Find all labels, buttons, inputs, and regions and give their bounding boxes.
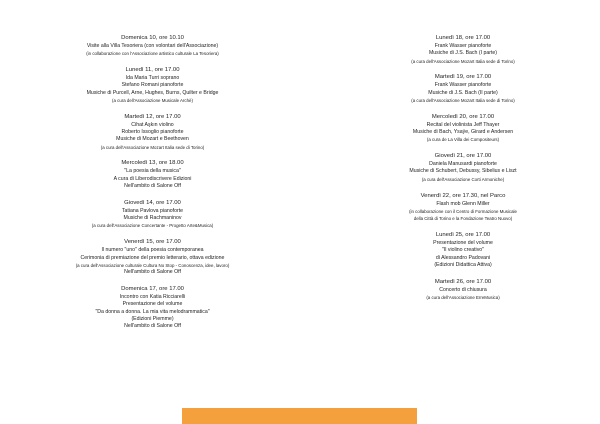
event-date: Giovedì 14, ore 17.00 [124, 199, 181, 206]
event-line: Nell'ambito di Salone Off [124, 183, 181, 190]
event-line: Daniela Manusardi pianoforte [429, 161, 497, 168]
event-entry [30, 285, 275, 330]
event-entry [328, 231, 598, 269]
event-line: "La poesia della musica" [124, 168, 181, 175]
event-line: Nell'ambito di Salone Off [124, 269, 181, 276]
event-line: A cura di Liberodiscrivere Edizioni [113, 175, 192, 182]
event-date: Mercoledì 13, ore 18.00 [121, 160, 184, 167]
event-line: (a cura dell'Associazione Mozart Italia sede di Torino) [100, 144, 205, 150]
event-date: Venerdì 15, ore 17.00 [124, 239, 181, 246]
event-line: Roberto Issoglio pianoforte [121, 129, 184, 136]
event-date: Domenica 17, ore 17.00 [121, 285, 184, 292]
event-line: Musiche di Rachmaninov [123, 215, 182, 222]
event-entry [30, 238, 275, 276]
event-entry [328, 192, 598, 223]
event-line: di Alessandro Padovani [435, 254, 491, 261]
event-entry [30, 66, 275, 104]
event-line: "Il violino creativo" [441, 247, 485, 254]
event-entry [30, 159, 275, 190]
event-date: Mercoledì 20, ore 17.00 [431, 113, 495, 120]
event-line: (Edizioni Didattica Attiva) [434, 261, 492, 268]
event-line: (a cura dell'Associazione Concertante - Progetto Arte&Musica) [91, 223, 214, 229]
event-date: Giovedì 21, ore 17.00 [434, 153, 492, 160]
orange-footer-bar [182, 408, 417, 424]
event-line: Musiche di Mozart e Beethoven [116, 136, 189, 143]
event-line: Incontro con Katia Ricciarelli [119, 293, 186, 300]
event-line: (in collaborazione con il Centro di Formazione Musicale [409, 208, 517, 214]
event-line: Il numero "uno" della poesia contemporanea [101, 247, 204, 254]
left-column [30, 34, 275, 339]
event-date: Domenica 10, ore 10.10 [121, 35, 184, 41]
event-entry [30, 199, 275, 230]
event-entry [328, 152, 598, 183]
event-line: Stefano Romani pianoforte [121, 82, 184, 89]
event-entry [30, 34, 275, 58]
event-line: Musiche di Bach, Ysaÿe, Girard e Andersen [412, 129, 514, 136]
event-date: Venerdì 22, ore 17.30, nel Parco [420, 192, 506, 199]
event-line: (in collaborazione con l'Associazione artistico culturale La Tesoriera) [86, 51, 219, 57]
event-line: Concerto di chiusura [439, 286, 487, 293]
event-line: della Città di Torino e la Fondazione Teatro Nuovo) [413, 216, 513, 222]
event-line: Presentazione del volume [433, 239, 493, 246]
event-entry [328, 278, 598, 302]
event-line: Musiche di J.S. Bach (I parte) [428, 50, 498, 57]
event-date: Martedì 26, ore 17.00 [434, 278, 492, 285]
event-entry [328, 73, 598, 104]
event-line: Ida Maria Turri soprano [125, 75, 180, 82]
event-line: Presentazione del volume [122, 301, 183, 308]
event-line: (a cura dell'Associazione Corti Armoniche) [421, 176, 505, 182]
event-line: Musiche di J.S. Bach (II parte) [428, 89, 498, 96]
event-line: Frank Wasser pianoforte [434, 43, 492, 49]
event-line: (a cura dell'Associazione Mozart Italia sede di Torino) [411, 58, 515, 64]
event-entry [30, 113, 275, 151]
event-line: Flash mob Glenn Miller [436, 200, 490, 207]
event-date: Lunedì 18, ore 17.00 [435, 35, 491, 41]
event-line: (Edizioni Piemme) [131, 315, 174, 322]
event-date: Martedì 19, ore 17.00 [434, 74, 492, 81]
event-entry [328, 113, 598, 144]
event-date: Lunedì 11, ore 17.00 [125, 67, 180, 74]
event-date: Lunedì 25, ore 17.00 [435, 231, 491, 238]
event-entry [328, 34, 598, 65]
event-line: (a cura dell'Associazione Mozart Italia sede di Torino) [411, 97, 515, 103]
event-line: Musiche di Schubert, Debussy, Sibelius e Liszt [409, 168, 517, 175]
event-line: (a cura dell'Associazione Musicale Archè) [112, 97, 193, 103]
event-line: (a cura dell'Associazione ErreMusica) [426, 294, 500, 300]
event-line: (a cura dell'Associazione culturale Cultura No Stop - Conoscenza, idee, lavoro) [75, 262, 230, 268]
right-column [328, 34, 598, 310]
event-line: "Da donna a donna. La mia vita melodrammatica" [95, 308, 210, 315]
event-line: Musiche di Purcell, Arne, Hughes, Burns, Quilter e Bridge [86, 89, 219, 96]
event-line: Recital del violinista Jeff Thayer [426, 121, 500, 128]
event-line: Nell'ambito di Salone Off [124, 323, 181, 330]
event-line: (a cura de La Villa dei Compositeurs) [426, 137, 500, 143]
event-line: Frank Wasser pianoforte [434, 82, 492, 89]
event-line: Tatiana Pavlova pianoforte [121, 207, 184, 214]
event-line: Cihat Aşkın violino [131, 121, 174, 128]
event-date: Martedì 12, ore 17.00 [124, 113, 181, 120]
event-line: Visite alla Villa Tesoriera (con volontari dell'Associazione) [86, 43, 219, 49]
event-line: Cerimonia di premiazione del premio letterario, ottava edizione [80, 254, 225, 261]
